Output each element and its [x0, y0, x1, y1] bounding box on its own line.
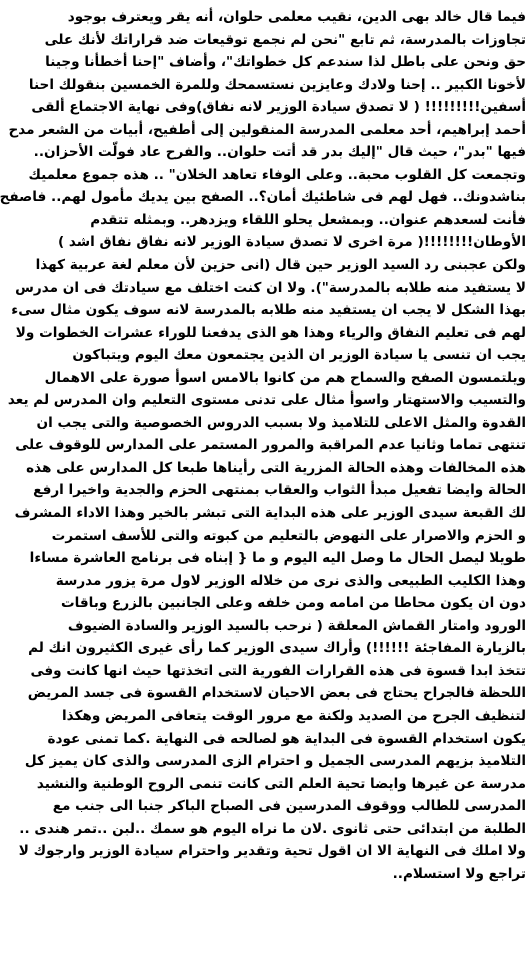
text-line: حق ونحن على باطل لذا سندعم كل خطواتك"، وأضاف "إحنا أخطأنا وجينا: [45, 54, 526, 71]
text-line: ويلتمسون الصفح والسماح هم من كانوا بالامس اسوأ صورة على الاهمال: [44, 369, 526, 386]
text-line: بهذا الشكل لا يجب ان يستفيد منه طلابه بالمدرسة لانه سوف يكون مثال سىء: [11, 302, 526, 319]
text-line: لتنظيف الجرح من الصديد ولكنة مع مرور الوقت يتعافى المريض وهكذا: [62, 707, 526, 724]
text-line: لك القبعة سيدى الوزير على هذه البداية التى تبشر بالخير وهذا الاداء المشرف: [14, 505, 526, 522]
text-line: الورود وامتار القماش المعلقة ( نرحب بالسيد الوزير والسادة الضيوف: [67, 617, 526, 634]
text-line: بناشدونك.. فهل لهم فى شاطئيك أمان؟.. الصفح بين يديك مأمول لهم.. فاصفح: [0, 189, 526, 206]
text-line: ولا املك فى النهاية الا ان اقول تحية وتقدير واحترام سيادة الوزير وارجوك لا: [18, 843, 526, 860]
text-line: دون ان يكون محاطا من امامه ومن خلفه وعلى الجانبين بالزرع وباقات: [60, 595, 526, 612]
text-line: أسفين!!!!!!!!! ( لا تصدق سيادة الوزير لانه نفاق)وفى نهاية الاجتماع ألقى: [31, 99, 526, 116]
text-line: و الحزم والاصرار على النهوض بالتعليم من كبوته والتى للأسف استمرت: [51, 527, 526, 544]
text-line: لأخونا الكبير .. إحنا ولادك وعايزين نستسمحك وللمرة الخمسين بنقولك احنا: [28, 76, 526, 93]
text-line: تنتهى تماما وثانيا عدم المراقبة والمرور المستمر على المدارس للوقوف على: [15, 437, 526, 454]
text-line: فأنت لسعدهم عنوان.. وبمشعل يحلو اللقاء ويزدهر.. وبمثله تتقدم: [90, 211, 526, 228]
text-line: الطلبة من ابتدائى حتى ثانوى .لان ما نراه اليوم هو سمك ..لبن ..تمر هندى ..: [19, 820, 526, 837]
text-line: مدرسة عن غيرها وايضا تحية العلم التى كانت تنمى الروح الوطنية والنشيد: [36, 775, 526, 792]
text-line: وتجمعت كل القلوب محبة.. وعلى الوفاء تعاهد الخلان" .. هذه جموع معلميك: [28, 166, 526, 183]
text-line: القدوة والمثل الاعلى للتلاميذ ولا بسبب الدروس الخصوصية والتى يجب ان: [36, 414, 526, 431]
text-line: وهذا الكليب الطبيعى والذى نرى من خلاله الوزير لاول مرة يزور مدرسة: [55, 572, 526, 589]
text-line: فيما قال خالد بهى الدين، نقيب معلمى حلوان، أنه يقر ويعترف بوجود: [67, 9, 526, 25]
text-line: التلاميذ بزيهم المدرسى الجميل و احترام الزى المدرسى والذى كان يميز كل: [24, 753, 526, 770]
text-line: أحمد إبراهيم، أحد معلمى المدرسة المنقولين إلى أطفيح، أبيات من الشعر مدح: [8, 121, 526, 138]
article-body: [0, 6, 526, 885]
text-line: الحالة وايضا تفعيل مبدأ الثواب والعقاب بمنتهى الحزم والجدية واخيرا ارفع: [33, 482, 526, 499]
text-line: اللحظة فالجراح يحتاج فى بعض الاحيان لاستخدام القسوة فى جسد المريض: [27, 685, 526, 702]
text-line: والتسيب والاستهتار واسوأ مثال على تدنى مستوى التعليم وان المدرس لم يعد: [7, 392, 526, 409]
text-line: تراجع ولا استسلام..: [392, 865, 526, 882]
text-line: هذه المخالفات وهذه الحالة المزرية التى رأيناها طبعا كل المدارس على هذه: [26, 459, 526, 476]
text-line: تتخذ ابدا قسوة فى هذه القرارات الفورية التى اتخذتها حيث انها كانت وفى: [30, 662, 526, 679]
text-line: طويلا ليصل الحال ما وصل اليه اليوم و ما { إبناه فى برنامج العاشرة مساءا: [29, 550, 526, 567]
text-line: الأوطان!!!!!!!!( مرة اخرى لا تصدق سيادة الوزير لانه نفاق نفاق اشد ): [57, 234, 526, 251]
text-line: المدرسى للطالب ووقوف المدرسين فى الصباح الباكر جنبا الى جنب مع: [52, 798, 526, 815]
text-line: يجب ان تنسى يا سيادة الوزير ان الذين يجتمعون معك اليوم ويتباكون: [72, 347, 526, 364]
text-line: بالزيارة المفاجئة !!!!!!) وأراك سيدى الوزير كما رأى غيرى الكثيرون انك لم: [28, 640, 526, 657]
text-line: تجاوزات بالمدرسة، ثم تابع "نحن لم نجمع توقيعات ضد قراراتك لأنك على: [44, 31, 526, 48]
text-line: فيها "بدر"، حيث قال "إليك بدر قد أتت حلوان.. والفرح عاد فولّت الأحزان..: [33, 144, 526, 161]
text-line: يكون استخدام القسوة فى البداية هو لصالحه فى النهاية .كما تمنى عودة: [47, 730, 526, 747]
text-line: لا يستفيد منه طلابه بالمدرسة"). ولا ان كنت اختلف مع سيادتك فى ان مدرس: [15, 279, 526, 296]
text-line: ولكن عجبنى رد السيد الوزير حين قال (انى حزين لأن معلم لغة عربية كهذا: [35, 257, 526, 274]
text-line: لهم فى تعليم النفاق والرياء وهذا هو الذى يدفعنا للوراء عشرات الخطوات ولا: [15, 324, 526, 341]
